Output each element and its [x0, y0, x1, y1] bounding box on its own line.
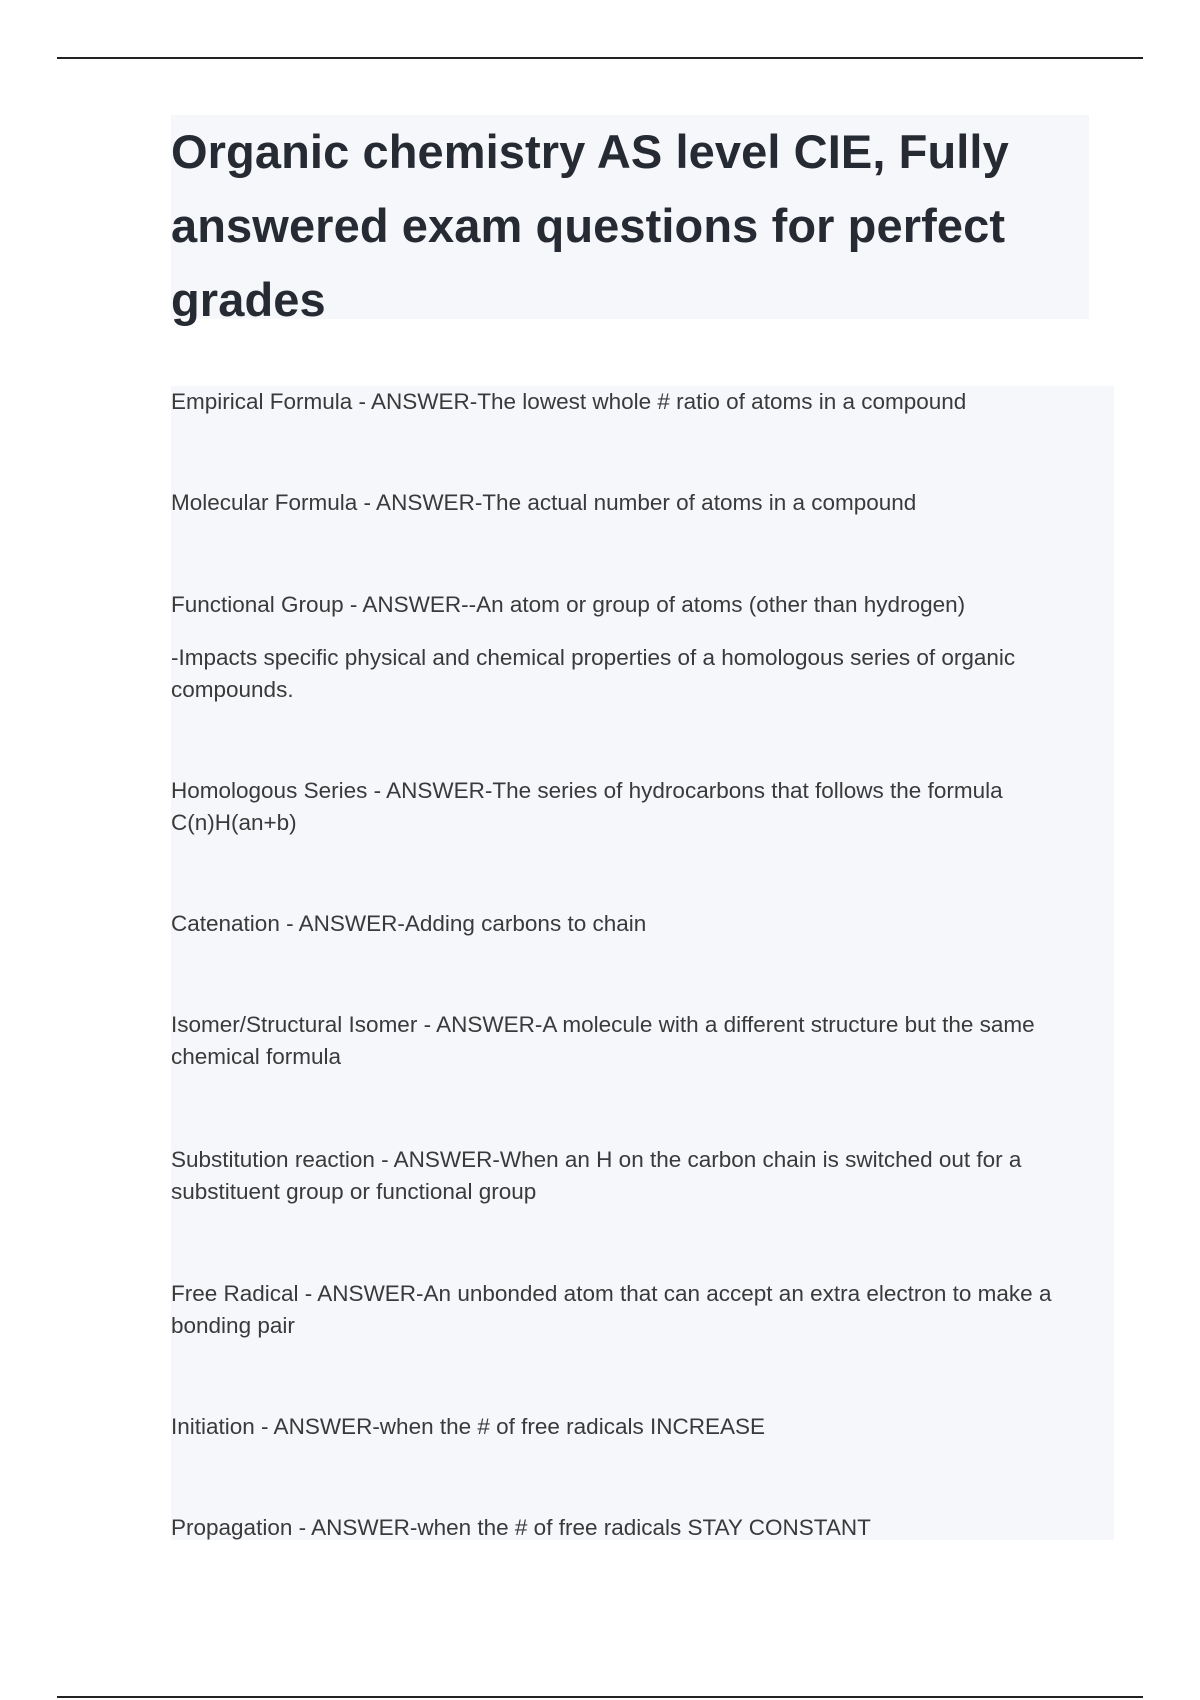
entry-isomer: Isomer/Structural Isomer - ANSWER-A molecule with a different structure but the same chemical formula: [171, 1012, 1035, 1069]
entry-propagation: Propagation - ANSWER-when the # of free radicals STAY CONSTANT: [171, 1515, 871, 1540]
document-title: Organic chemistry AS level CIE, Fully answered exam questions for perfect grades: [171, 125, 1009, 326]
top-rule: [57, 57, 1143, 59]
entry-functional-group: Functional Group - ANSWER--An atom or group of atoms (other than hydrogen): [171, 592, 966, 617]
entry-initiation: Initiation - ANSWER-when the # of free radicals INCREASE: [171, 1414, 765, 1439]
entry-homologous-series: Homologous Series - ANSWER-The series of hydrocarbons that follows the formula C(n)H(an+b): [171, 778, 1003, 835]
title-block: [171, 115, 1089, 326]
bottom-rule: [57, 1696, 1143, 1698]
entry-free-radical: Free Radical - ANSWER-An unbonded atom that can accept an extra electron to make a bonding pair: [171, 1281, 1052, 1338]
entry-functional-group-continued: -Impacts specific physical and chemical properties of a homologous series of organic compounds.: [171, 645, 1016, 702]
entry-molecular-formula: Molecular Formula - ANSWER-The actual number of atoms in a compound: [171, 490, 917, 515]
entry-substitution-reaction: Substitution reaction - ANSWER-When an H on the carbon chain is switched out for a substituent group or functional group: [171, 1147, 1022, 1204]
entry-catenation: Catenation - ANSWER-Adding carbons to chain: [171, 911, 647, 936]
entry-empirical-formula: Empirical Formula - ANSWER-The lowest whole # ratio of atoms in a compound: [171, 389, 967, 414]
content-block: [171, 386, 1114, 1540]
